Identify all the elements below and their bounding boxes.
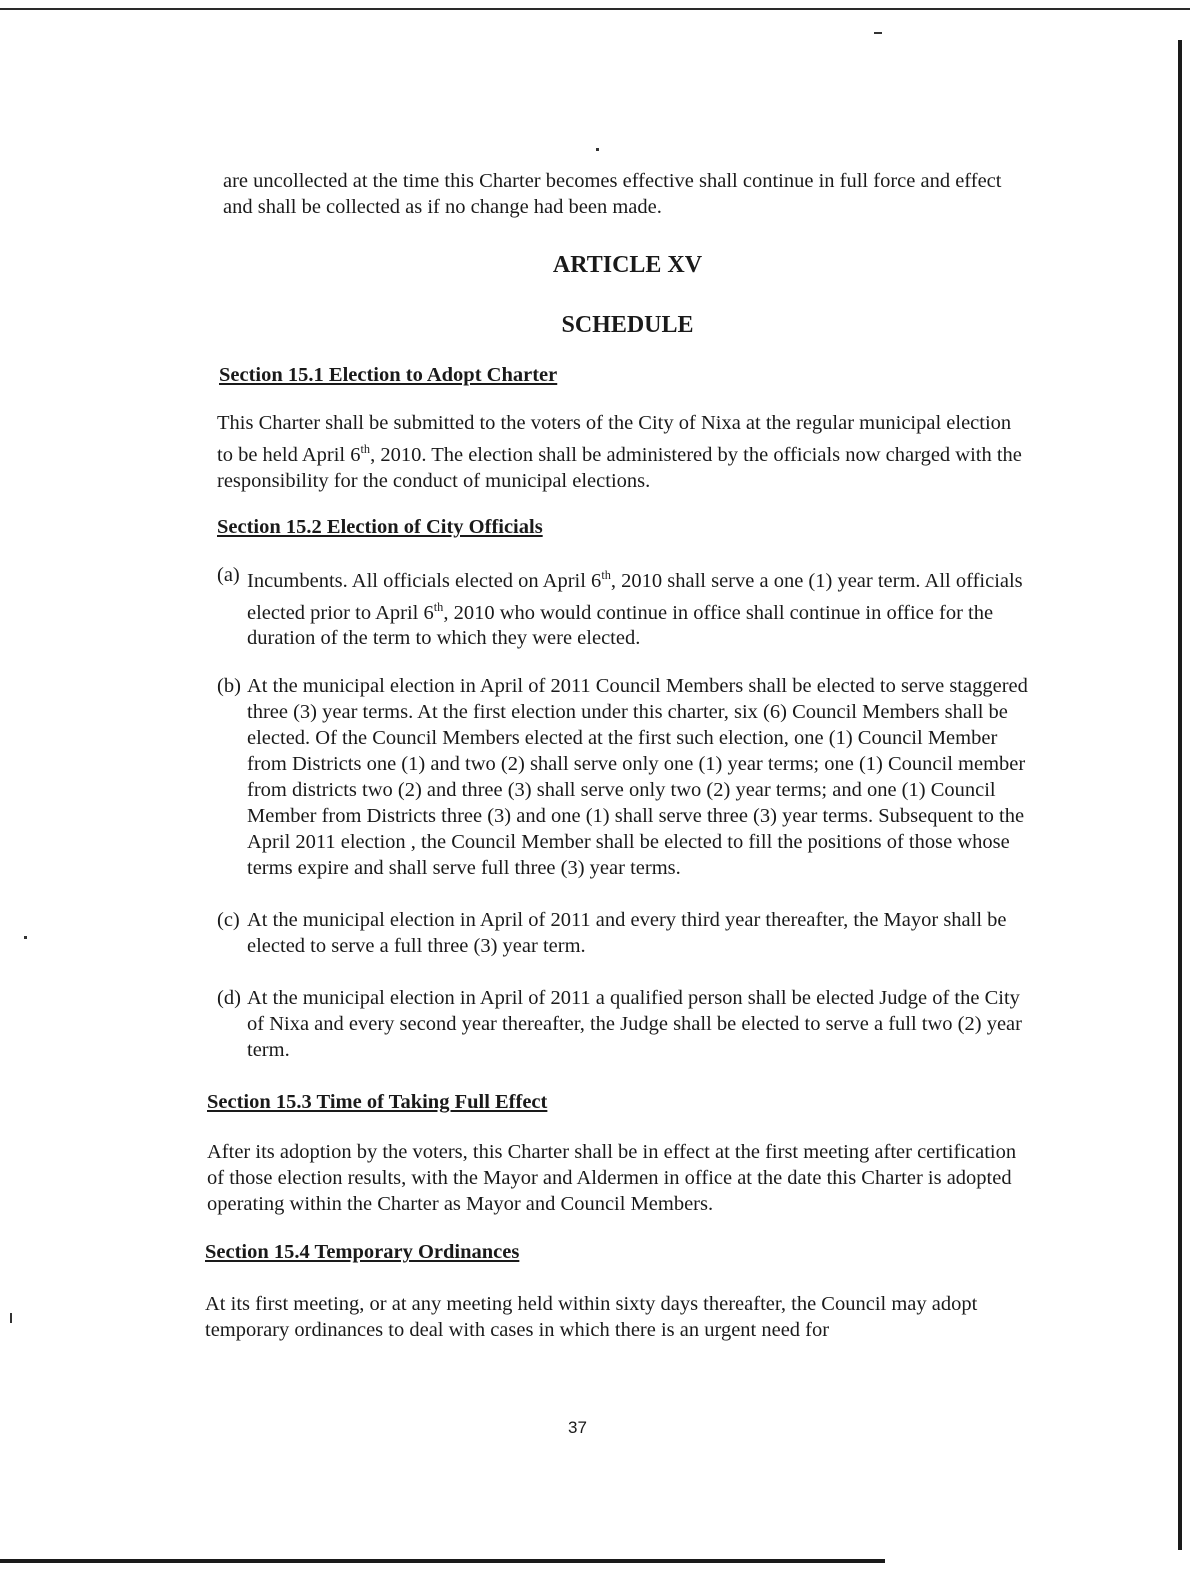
scan-border-bottom [0,1559,885,1563]
list-item [217,673,1030,881]
article-subtitle: SCHEDULE [561,312,694,338]
list-item [217,562,1030,652]
scan-speck [10,1313,12,1323]
section-15-3-text: After its adoption by the voters, this Charter shall be in effect at the first meeting after certification of those election results, with the Mayor and Aldermen in office at the date this Charter is adopted operating within the Charter as Mayor and Council Members. [207,1141,1017,1216]
list-item-label: (a) [217,563,240,586]
scan-speck [596,148,599,151]
section-15-1-title: Section 15.1 Election to Adopt Charter [219,364,558,386]
article-title: ARTICLE XV [552,252,703,278]
scan-border-top [0,8,1190,10]
scan-border-right [1178,40,1182,1550]
page-number: 37 [568,1418,587,1437]
section-15-4-title: Section 15.4 Temporary Ordinances [205,1241,520,1264]
list-item-label: (c) [217,909,240,932]
list-item-text: At the municipal election in April of 2011 Council Members shall be elected to serve staggered three (3) year terms. At the first election under this charter, six (6) Council Members shall be elected. Of the Council Members elected at the first such election, one (1) Council Member from Districts one (1) and two (2) shall serve only one (1) year terms; one (1) Council member from districts two (2) and three (3) shall serve only two (2) year terms; and one (1) Council Member from Districts three (3) and one (1) shall serve three (3) year terms. Subsequent to the April 2011 election , the Council Member shall be elected to fill the positions of those whose terms expire and shall serve full three (3) year terms. [247,675,1028,880]
section-15-2-title: Section 15.2 Election of City Officials [217,515,543,538]
list-item [217,907,1030,959]
scan-speck [874,32,882,34]
list-item-text: At the municipal election in April of 2011 and every third year thereafter, the Mayor shall be elected to serve a full three (3) year term. [247,909,1007,958]
section-15-4-text: At its first meeting, or at any meeting held within sixty days thereafter, the Council may adopt temporary ordinances to deal with cases in which there is an urgent need for [205,1293,978,1342]
continuation-paragraph: are uncollected at the time this Charter becomes effective shall continue in full force and effect and shall be collected as if no change had been made. [223,170,1002,218]
document-page [205,168,1030,1343]
list-item [217,985,1030,1063]
scan-speck [24,936,27,939]
list-item-text: At the municipal election in April of 2011 a qualified person shall be elected Judge of the City of Nixa and every second year thereafter, the Judge shall be elected to serve a full two (2) year term. [247,987,1022,1062]
list-item-label: (b) [217,675,241,698]
section-15-1-text: This Charter shall be submitted to the voters of the City of Nixa at the regular municipal election to be held April 6th, 2010. The election shall be administered by the officials now charged with the responsibility for the conduct of municipal elections. [217,412,1022,492]
list-item-label: (d) [217,987,241,1010]
list-item-text: Incumbents. All officials elected on April 6th, 2010 shall serve a one (1) year term. All officials elected prior to April 6th, 2010 who would continue in office shall continue in office for the duration of the term to which they were elected. [247,567,1023,650]
section-15-3-title: Section 15.3 Time of Taking Full Effect [207,1091,548,1114]
